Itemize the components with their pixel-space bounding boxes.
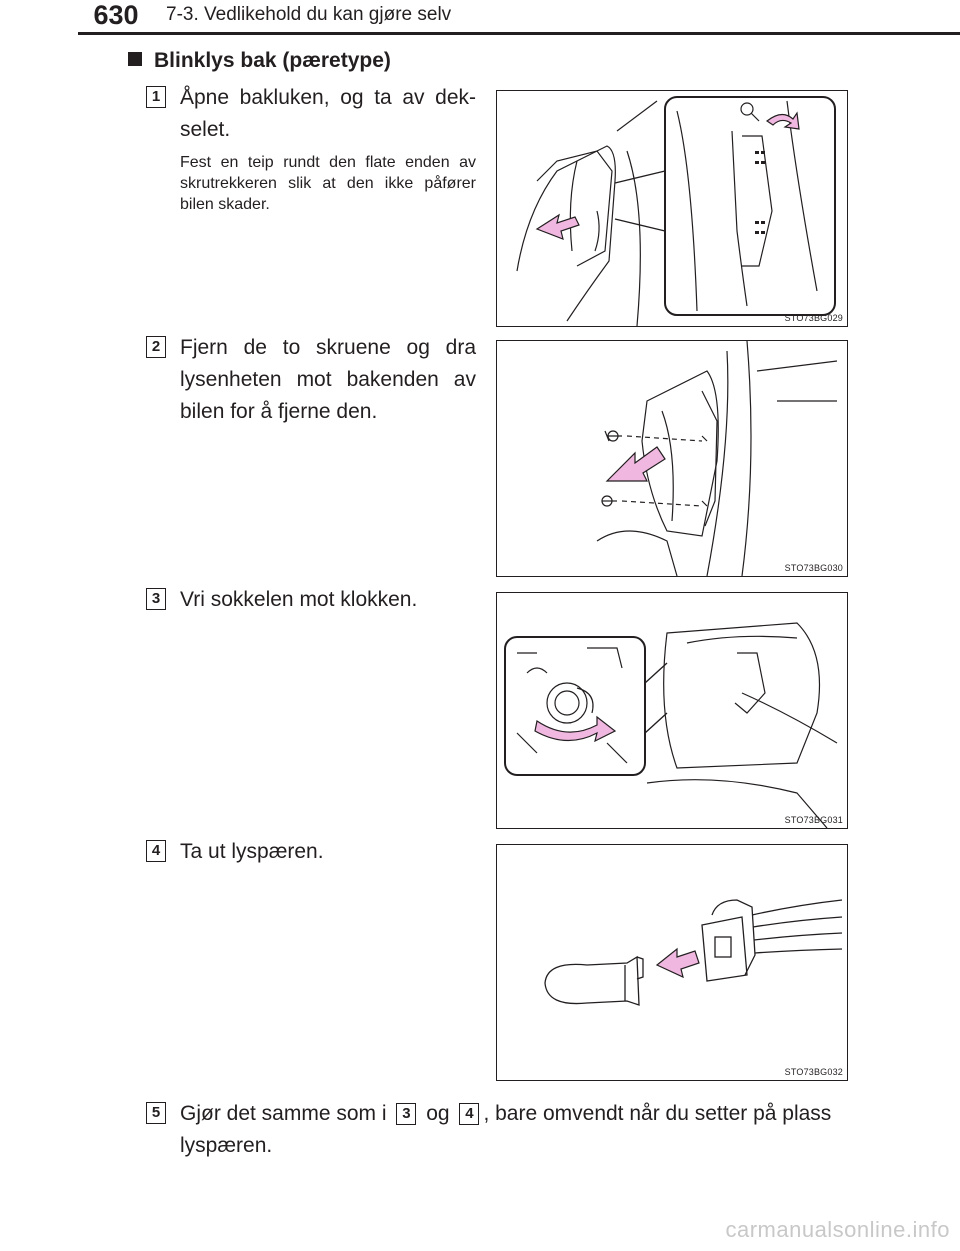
figure-code-4: STO73BG032 (784, 1067, 843, 1077)
step-3-text: Vri sokkelen mot klokken. (180, 588, 418, 611)
step-4-text: Ta ut lyspæren. (180, 840, 324, 863)
step-ref-badge-4: 4 (459, 1103, 479, 1125)
figure-code-1: STO73BG029 (784, 313, 843, 323)
step-badge-4: 4 (146, 840, 166, 862)
step-5-text-part2: og (426, 1102, 450, 1125)
header-rule (78, 32, 960, 35)
step-5-text (180, 1098, 860, 1162)
step-badge-1: 1 (146, 86, 166, 108)
light-unit-removal-illustration (497, 341, 847, 576)
square-bullet-icon (128, 52, 142, 66)
bulb-removal-illustration (497, 845, 847, 1080)
page-number: 630 (93, 0, 139, 30)
step-2-text: Fjern de to skruene og dra lysenheten mot bakenden av bilen for å fjerne den. (180, 336, 476, 423)
chapter-title: 7-3. Vedlikehold du kan gjøre selv (166, 4, 452, 25)
step-badge-5: 5 (146, 1102, 166, 1124)
section-title-text: Blinklys bak (pæretype) (154, 49, 391, 72)
step-1-text: Åpne bakluken, og ta av dek-selet. (180, 86, 476, 141)
figure-step-4 (496, 844, 848, 1081)
section-title (128, 48, 391, 74)
step-ref-badge-3: 3 (396, 1103, 416, 1125)
step-badge-2: 2 (146, 336, 166, 358)
step-badge-3: 3 (146, 588, 166, 610)
step-1-note: Fest en teip rundt den flate enden av skrutrekkeren slik at den ikke påfører bilen skader. (180, 154, 476, 213)
socket-turning-illustration (497, 593, 847, 828)
step-5-text-part3: , bare omvendt når du setter på plass lyspæren. (180, 1102, 832, 1157)
figure-step-2 (496, 340, 848, 577)
tail-light-cover-illustration (497, 91, 847, 326)
figure-code-3: STO73BG031 (784, 815, 843, 825)
step-5-text-part1: Gjør det samme som i (180, 1102, 387, 1125)
watermark: carmanualsonline.info (725, 1217, 950, 1242)
figure-code-2: STO73BG030 (784, 563, 843, 573)
figure-step-3 (496, 592, 848, 829)
figure-step-1 (496, 90, 848, 327)
